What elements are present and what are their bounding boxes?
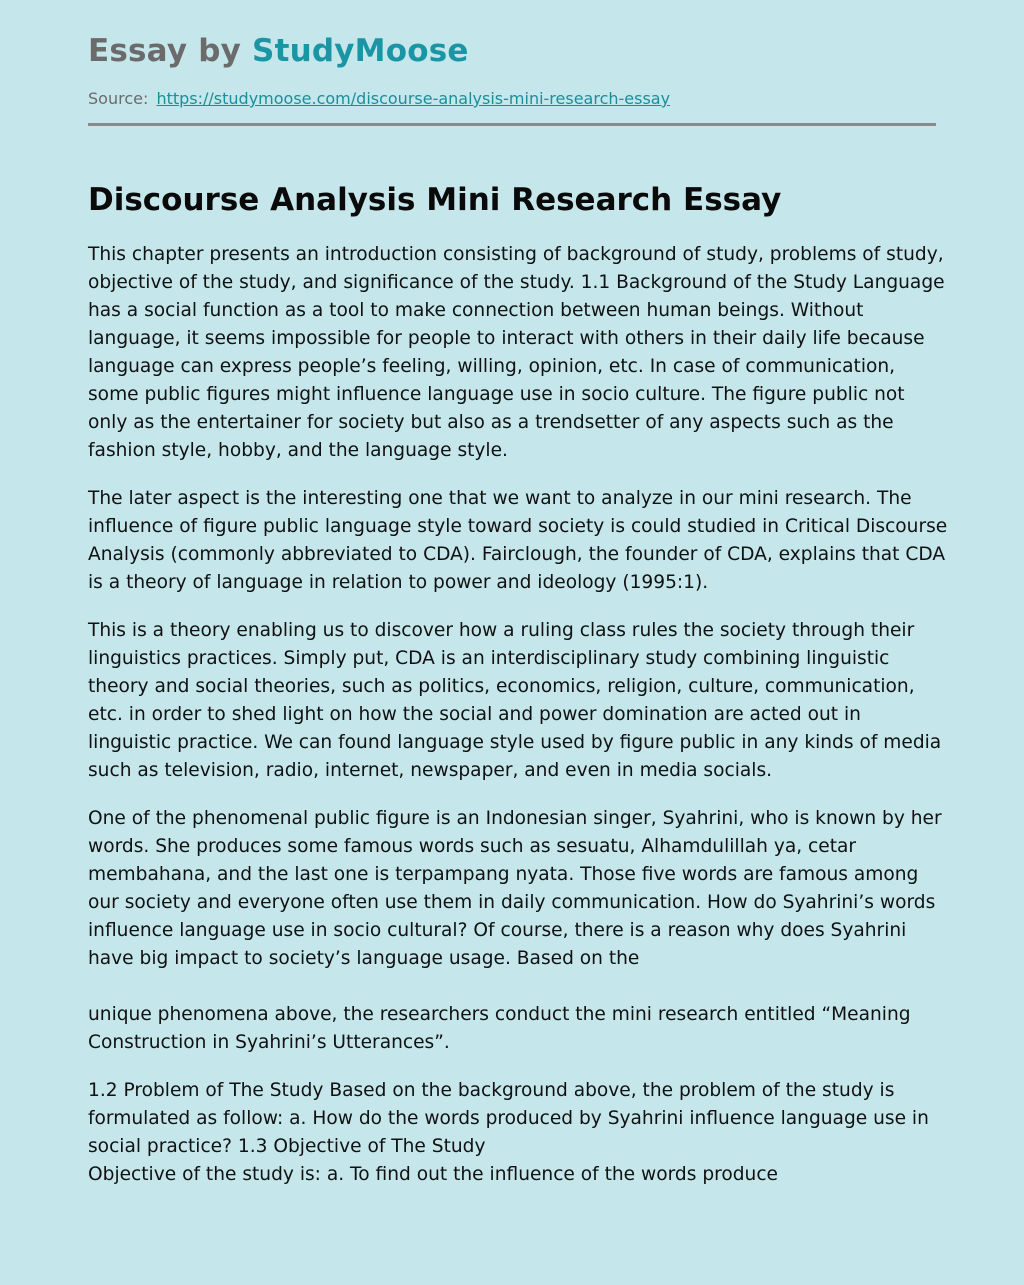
header-divider xyxy=(88,123,936,126)
source-label: Source: xyxy=(88,89,149,108)
essay-paragraph: unique phenomena above, the researchers conduct the mini research entitled “Meaning Construction in Syahrini’s Utterances”. xyxy=(88,1004,911,1053)
essay-body xyxy=(88,241,948,1189)
source-link[interactable]: https://studymoose.com/discourse-analysis-mini-research-essay xyxy=(156,89,671,108)
essay-paragraph: One of the phenomenal public figure is an Indonesian singer, Syahrini, who is known by her words. She produces some famous words such as sesuatu, Alhamdulillah ya, cetar membahana, and the last one is terpampang nyata. Those five words are famous among our society and everyone often use them in daily communication. How do Syahrini’s words influence language use in socio cultural? Of course, there is a reason why does Syahrini have big impact to society’s language usage. Based on the xyxy=(88,808,942,969)
essay-title: Discourse Analysis Mini Research Essay xyxy=(88,182,782,218)
essay-paragraph: 1.2 Problem of The Study Based on the background above, the problem of the study is formulated as follow: a. How do the words produced by Syahrini influence language use in social practice? 1.3 Objective of The Study xyxy=(88,1080,929,1157)
brand-name: StudyMoose xyxy=(252,33,469,69)
essay-paragraph: Objective of the study is: a. To find out the influence of the words produce xyxy=(88,1164,779,1185)
essay-paragraph: This chapter presents an introduction consisting of background of study, problems of study, objective of the study, and significance of the study. 1.1 Background of the Study Language has a social function as a tool to make connection between human beings. Without language, it seems impossible for people to interact with others in their daily life because language can express people’s feeling, willing, opinion, etc. In case of communication, some public figures might influence language use in socio culture. The figure public not only as the entertainer for society but also as a trendsetter of any aspects such as the fashion style, hobby, and the language style. xyxy=(88,244,945,461)
site-brand xyxy=(88,30,469,72)
brand-prefix: Essay by xyxy=(88,33,242,69)
essay-paragraph: This is a theory enabling us to discover how a ruling class rules the society through their linguistics practices. Simply put, CDA is an interdisciplinary study combining linguistic theory and social theories, such as politics, economics, religion, culture, communication, etc. in order to shed light on how the social and power domination are acted out in linguistic practice. We can found language style used by figure public in any kinds of media such as television, radio, internet, newspaper, and even in media socials. xyxy=(88,620,942,781)
source-line xyxy=(88,88,670,110)
essay-paragraph: The later aspect is the interesting one that we want to analyze in our mini research. The influence of figure public language style toward society is could studied in Critical Discourse Analysis (commonly abbreviated to CDA). Fairclough, the founder of CDA, explains that CDA is a theory of language in relation to power and ideology (1995:1). xyxy=(88,488,948,593)
